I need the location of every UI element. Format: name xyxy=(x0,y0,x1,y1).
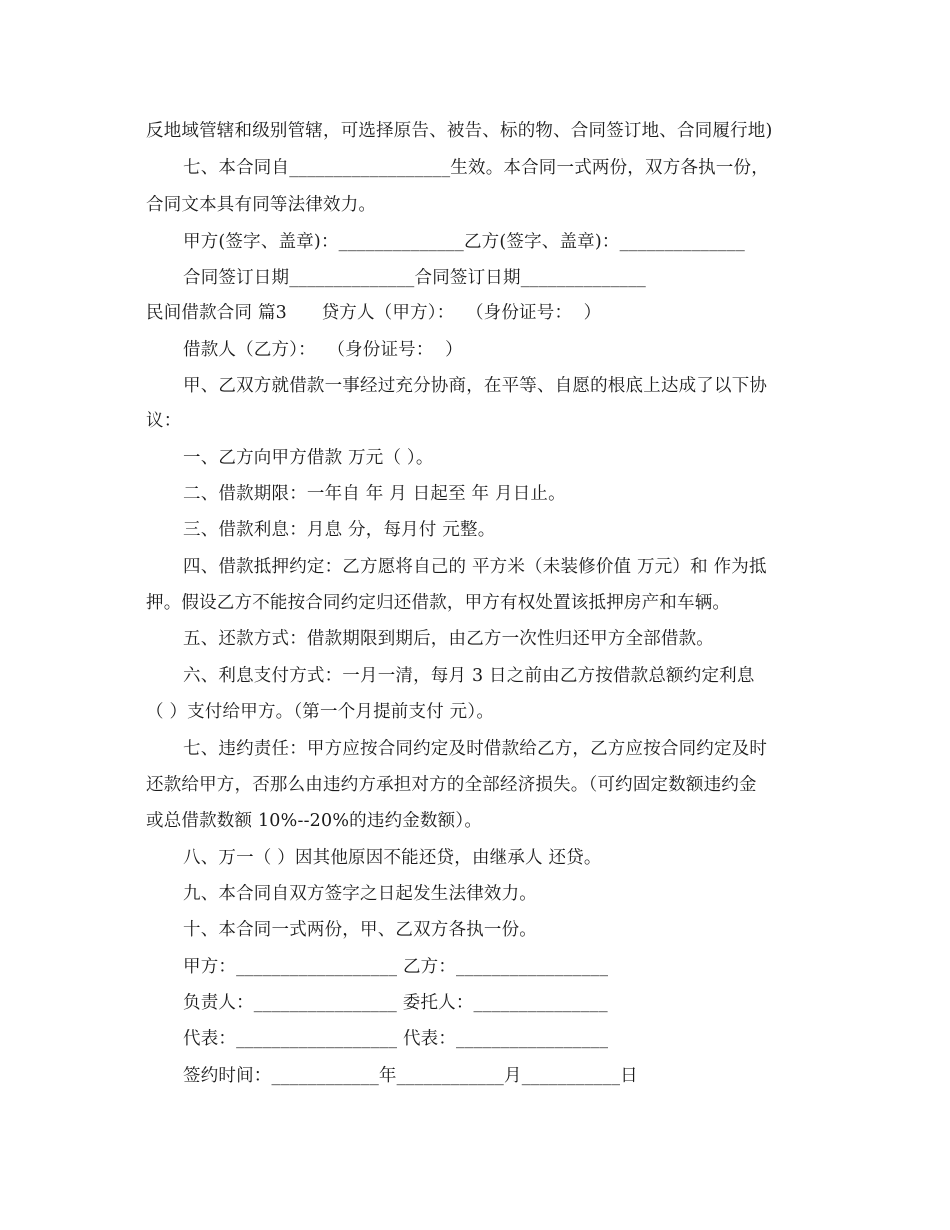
clause-line: 九、本合同自双方签字之日起发生法律效力。 xyxy=(183,884,537,904)
text-line: 反地域管辖和级别管辖，可选择原告、被告、标的物、合同签订地、合同履行地) xyxy=(146,121,773,141)
text-line: 还款给甲方，否那么由违约方承担对方的全部经济损失。（可约固定数额违约金 xyxy=(146,775,757,795)
text-line: （ ）支付给甲方。（第一个月提前支付 元）。 xyxy=(146,702,495,722)
clause-line: 三、借款利息：月息 分，每月付 元整。 xyxy=(183,520,496,540)
clause-line: 六、利息支付方式：一月一清，每月 3 日之前由乙方按借款总额约定利息 xyxy=(183,666,755,686)
section-title-line: 民间借款合同 篇3 贷方人（甲方）： （身份证号： ） xyxy=(146,303,602,323)
text-line: 合同文本具有同等法律效力。 xyxy=(146,195,377,215)
clause-line: 十、本合同一式两份，甲、乙双方各执一份。 xyxy=(183,920,537,940)
clause-line: 七、违约责任：甲方应按合同约定及时借款给乙方，乙方应按合同约定及时 xyxy=(183,739,768,759)
clause-line: 二、借款期限：一年自 年 月 日起至 年 月日止。 xyxy=(183,484,566,504)
text-line: 押。假设乙方不能按合同约定归还借款，甲方有权处置该抵押房产和车辆。 xyxy=(146,593,731,613)
signature-line: 甲方(签字、盖章)：______________乙方(签字、盖章)：______________ xyxy=(183,232,745,252)
clause-line: 八、万一（ ）因其他原因不能还贷，由继承人 还贷。 xyxy=(183,848,602,868)
text-line: 或总借款数额 10%--20%的违约金数额）。 xyxy=(146,811,483,831)
party-signature-line: 甲方：__________________ 乙方：_________________ xyxy=(183,957,609,977)
clause-line: 一、乙方向甲方借款 万元（ ）。 xyxy=(183,448,434,468)
signing-date-line: 合同签订日期______________合同签订日期______________ xyxy=(183,268,646,288)
clause-line: 五、还款方式：借款期限到期后，由乙方一次性归还甲方全部借款。 xyxy=(183,629,714,649)
principal-signature-line: 负责人：________________ 委托人：_______________ xyxy=(183,993,608,1013)
text-line: 借款人（乙方）： （身份证号： ） xyxy=(183,340,463,360)
text-line: 甲、乙双方就借款一事经过充分协商，在平等、自愿的根底上达成了以下协 xyxy=(183,376,768,396)
text-line: 议： xyxy=(146,411,182,431)
text-line: 七、本合同自__________________生效。本合同一式两份，双方各执一份， xyxy=(183,158,769,178)
representative-signature-line: 代表：__________________ 代表：_________________ xyxy=(183,1029,609,1049)
signing-time-line: 签约时间：____________年____________月___________日 xyxy=(183,1066,638,1086)
clause-line: 四、借款抵押约定：乙方愿将自己的 平方米（未装修价值 万元）和 作为抵 xyxy=(183,557,767,577)
